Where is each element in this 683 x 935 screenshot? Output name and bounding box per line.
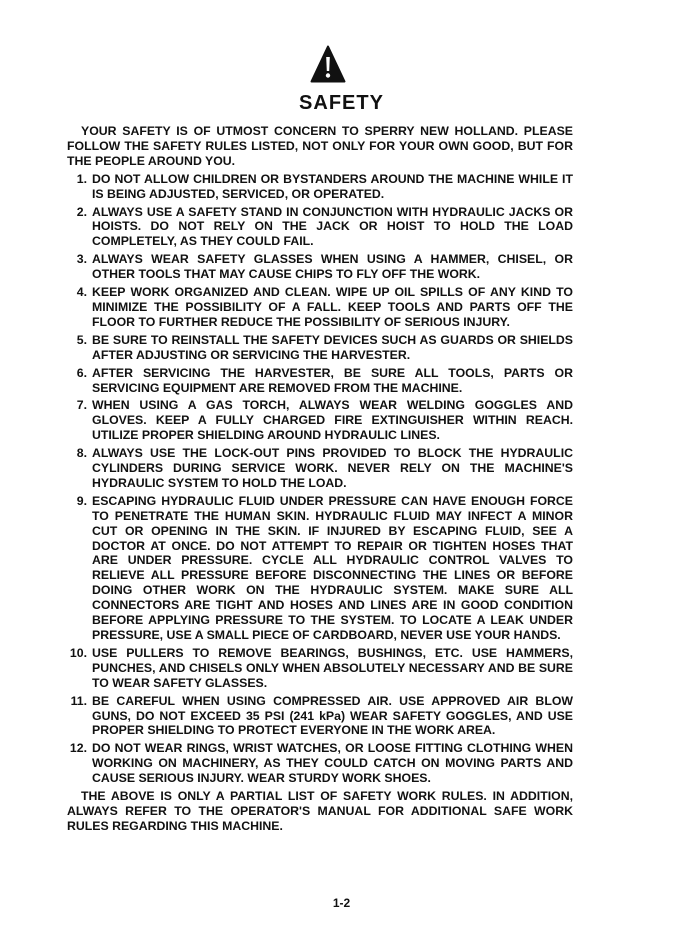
rule-text: BE CAREFUL WHEN USING COMPRESSED AIR. USE APPROVED AIR BLOW GUNS, DO NOT EXCEED 35 PSI (241 kPa) WEAR SAFETY GOGGLES, AND USE PROPER SHIELDING TO PROTECT EVERYONE IN THE WORK AREA. <box>92 693 573 738</box>
safety-rule-7 <box>67 398 573 443</box>
rule-number: 2. <box>76 204 87 219</box>
rule-number: 11. <box>70 693 87 708</box>
rule-text: AFTER SERVICING THE HARVESTER, BE SURE ALL TOOLS, PARTS OR SERVICING EQUIPMENT ARE REMOVED FROM THE MACHINE. <box>92 365 573 395</box>
rule-number: 4. <box>76 285 87 300</box>
rule-number: 12. <box>69 741 87 756</box>
warning-triangle-icon <box>310 45 346 83</box>
safety-rule-6 <box>67 366 573 396</box>
safety-rule-8 <box>67 446 573 491</box>
rule-number: 8. <box>76 446 87 461</box>
rule-text: ALWAYS USE A SAFETY STAND IN CONJUNCTION WITH HYDRAULIC JACKS OR HOISTS. DO NOT RELY ON THE JACK OR HOIST TO HOLD THE LOAD COMPLETELY, AS THEY COULD FAIL. <box>92 204 573 249</box>
safety-rule-9 <box>67 494 573 643</box>
closing-paragraph: THE ABOVE IS ONLY A PARTIAL LIST OF SAFETY WORK RULES. IN ADDITION, ALWAYS REFER TO THE OPERATOR'S MANUAL FOR ADDITIONAL SAFE WORK RULES REGARDING THIS MACHINE. <box>67 789 573 833</box>
rule-text: KEEP WORK ORGANIZED AND CLEAN. WIPE UP OIL SPILLS OF ANY KIND TO MINIMIZE THE POSSIBILITY OF A FALL. KEEP TOOLS AND PARTS OFF THE FLOOR TO FURTHER REDUCE THE POSSIBILITY OF SERIOUS INJURY. <box>92 285 573 329</box>
safety-rule-1 <box>67 172 573 202</box>
page-title: SAFETY <box>299 92 384 114</box>
rule-number: 3. <box>76 252 87 267</box>
safety-rule-12 <box>67 741 573 786</box>
rule-number: 10. <box>69 645 87 660</box>
safety-rules-list <box>67 172 573 786</box>
rule-number: 5. <box>76 332 87 347</box>
rule-text: DO NOT WEAR RINGS, WRIST WATCHES, OR LOOSE FITTING CLOTHING WHEN WORKING ON MACHINERY, AS THEY COULD CATCH ON MOVING PARTS AND CAUSE SERIOUS INJURY. WEAR STURDY WORK SHOES. <box>92 741 573 786</box>
safety-rule-2 <box>67 205 573 250</box>
rule-text: WHEN USING A GAS TORCH, ALWAYS WEAR WELDING GOGGLES AND GLOVES. KEEP A FULLY CHARGED FIRE EXTINGUISHER WITHIN REACH. UTILIZE PROPER SHIELDING AROUND HYDRAULIC LINES. <box>92 398 573 443</box>
rule-number: 9. <box>76 493 87 508</box>
rule-text: ALWAYS USE THE LOCK-OUT PINS PROVIDED TO BLOCK THE HYDRAULIC CYLINDERS DURING SERVICE WORK. NEVER RELY ON THE MACHINE'S HYDRAULIC SYSTEM TO HOLD THE LOAD. <box>92 446 573 490</box>
safety-rule-5 <box>67 333 573 363</box>
safety-rule-4 <box>67 285 573 330</box>
rule-number: 6. <box>76 365 87 380</box>
rule-number: 1. <box>76 171 87 186</box>
rule-text: USE PULLERS TO REMOVE BEARINGS, BUSHINGS, ETC. USE HAMMERS, PUNCHES, AND CHISELS ONLY WHEN ABSOLUTELY NECESSARY AND BE SURE TO WEAR SAFETY GLASSES. <box>92 645 573 690</box>
rule-text: DO NOT ALLOW CHILDREN OR BYSTANDERS AROUND THE MACHINE WHILE IT IS BEING ADJUSTED, SERVICED, OR OPERATED. <box>92 171 573 201</box>
rule-text: BE SURE TO REINSTALL THE SAFETY DEVICES SUCH AS GUARDS OR SHIELDS AFTER ADJUSTING OR SERVICING THE HARVESTER. <box>92 332 573 362</box>
safety-rule-10 <box>67 646 573 691</box>
rule-number: 7. <box>76 398 87 413</box>
page-number: 1-2 <box>332 896 351 910</box>
intro-paragraph: YOUR SAFETY IS OF UTMOST CONCERN TO SPERRY NEW HOLLAND. PLEASE FOLLOW THE SAFETY RULES LISTED, NOT ONLY FOR YOUR OWN GOOD, BUT FOR THE PEOPLE AROUND YOU. <box>67 124 573 168</box>
safety-rule-11 <box>67 694 573 739</box>
safety-rule-3 <box>67 252 573 282</box>
rule-text: ALWAYS WEAR SAFETY GLASSES WHEN USING A HAMMER, CHISEL, OR OTHER TOOLS THAT MAY CAUSE CHIPS TO FLY OFF THE WORK. <box>92 252 573 282</box>
safety-content <box>67 124 573 834</box>
rule-text: ESCAPING HYDRAULIC FLUID UNDER PRESSURE CAN HAVE ENOUGH FORCE TO PENETRATE THE HUMAN SKIN. HYDRAULIC FLUID MAY INFECT A MINOR CUT OR OPENING IN THE SKIN. IF INJURED BY ESCAPING FLUID, SEE A DOCTOR AT ONCE. DO NOT ATTEMPT TO REPAIR OR TIGHTEN HOSES THAT ARE UNDER PRESSURE. CYCLE ALL HYDRAULIC CONTROL VALVES TO RELIEVE ALL PRESSURE BEFORE DISCONNECTING THE LINES OR BEFORE DOING OTHER WORK ON THE HYDRAULIC SYSTEM. MAKE SURE ALL CONNECTORS ARE TIGHT AND HOSES AND LINES ARE IN GOOD CONDITION BEFORE APPLYING PRESSURE TO THE SYSTEM. TO LOCATE A LEAK UNDER PRESSURE, USE A SMALL PIECE OF CARDBOARD, NEVER USE YOUR HANDS. <box>92 493 573 642</box>
